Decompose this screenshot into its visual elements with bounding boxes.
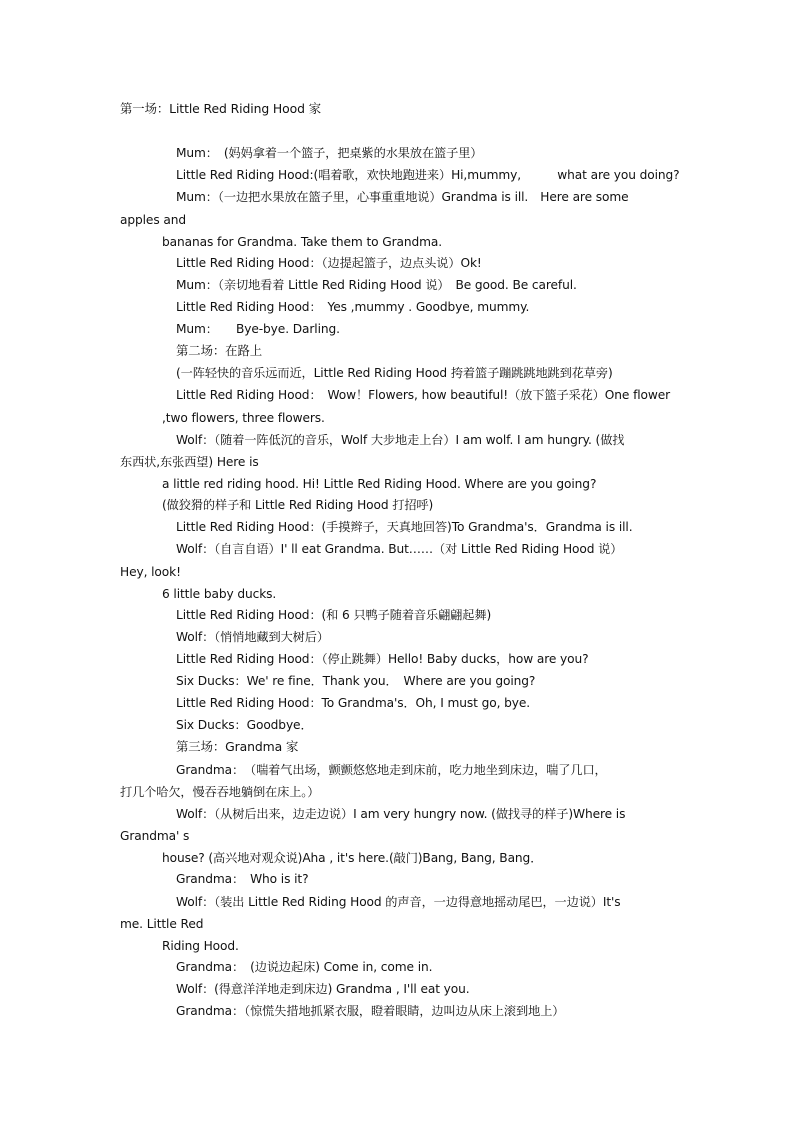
script-line: Mum： (妈妈拿着一个篮子，把桌紫的水果放在篮子里） bbox=[176, 146, 483, 160]
script-line: Little Red Riding Hood:(唱着歌，欢快地跑进来）Hi,mummy, what are you doing? bbox=[176, 168, 680, 182]
script-line: Hey, look! bbox=[120, 565, 181, 579]
script-line: Riding Hood. bbox=[162, 939, 239, 953]
script-line: Mum：（一边把水果放在篮子里，心事重重地说）Grandma is ill. Here are some bbox=[176, 190, 629, 204]
script-line: Mum：（亲切地看着 Little Red Riding Hood 说） Be good. Be careful. bbox=[176, 278, 577, 292]
script-line: Wolf：（自言自语）I' ll eat Grandma. But……（对 Little Red Riding Hood 说） bbox=[176, 542, 623, 556]
script-line: Little Red Riding Hood：(手摸辫子，天真地回答)To Grandma's．Grandma is ill. bbox=[176, 520, 633, 534]
script-line: Little Red Riding Hood：（停止跳舞）Hello! Baby ducks，how are you? bbox=[176, 652, 589, 666]
script-line: (做狡猾的样子和 Little Red Riding Hood 打招呼) bbox=[162, 498, 434, 512]
script-line: Little Red Riding Hood：（边提起篮子，边点头说）Ok! bbox=[176, 256, 482, 270]
script-line: Mum： Bye-bye. Darling. bbox=[176, 322, 340, 336]
script-line: 东西状,东张西望) Here is bbox=[120, 455, 259, 469]
script-line: Wolf：（装出 Little Red Riding Hood 的声音，一边得意地摇动尾巴，一边说）It's bbox=[176, 895, 621, 909]
script-line: 打几个哈欠，慢吞吞地躺倒在床上。） bbox=[120, 785, 320, 799]
script-line: Wolf：（从树后出来，边走边说）I am very hungry now. (做找寻的样子)Where is bbox=[176, 807, 626, 821]
script-line: a little red riding hood. Hi! Little Red Riding Hood. Where are you going? bbox=[162, 477, 597, 491]
script-line: Little Red Riding Hood： Yes ,mummy . Goodbye, mummy. bbox=[176, 300, 530, 314]
script-line: Grandma：（惊慌失措地抓紧衣服，瞪着眼睛，边叫边从床上滚到地上） bbox=[176, 1004, 565, 1018]
script-line: bananas for Grandma. Take them to Grandma. bbox=[162, 235, 443, 249]
script-line: (一阵轻快的音乐远而近，Little Red Riding Hood 挎着篮子蹦跳跳地跳到花草旁) bbox=[176, 366, 613, 380]
script-line: ,two flowers, three flowers. bbox=[162, 411, 325, 425]
script-line: Wolf：(得意洋洋地走到床边) Grandma , I'll eat you. bbox=[176, 982, 470, 996]
script-line: me. Little Red bbox=[120, 917, 204, 931]
scene-two-title: 第二场：在路上 bbox=[176, 343, 263, 358]
script-line: Grandma： (边说边起床) Come in, come in. bbox=[176, 960, 433, 974]
script-line: Little Red Riding Hood：To Grandma's．Oh, I must go, bye. bbox=[176, 696, 531, 710]
script-line: Wolf：（悄悄地藏到大树后） bbox=[176, 630, 329, 644]
script-line: house? (高兴地对观众说)Aha , it's here.(敲门)Bang, Bang, Bang． bbox=[162, 851, 543, 865]
script-line: Little Red Riding Hood： Wow！Flowers, how beautiful!（放下篮子采花）One flower bbox=[176, 388, 671, 402]
script-line: Six Ducks：We' re fine．Thank you． Where are you going? bbox=[176, 674, 536, 688]
script-line: apples and bbox=[120, 213, 186, 227]
script-line: Grandma： Who is it? bbox=[176, 872, 309, 886]
script-line: Grandma： （喘着气出场，颤颤悠悠地走到床前，吃力地坐到床边，喘了几口， bbox=[176, 763, 607, 777]
script-line: Wolf：（随着一阵低沉的音乐，Wolf 大步地走上台）I am wolf. I am hungry. (做找 bbox=[176, 433, 625, 447]
script-line: Grandma' s bbox=[120, 829, 190, 843]
script-line: Little Red Riding Hood：(和 6 只鸭子随着音乐翩翩起舞) bbox=[176, 608, 492, 622]
script-line: 6 little baby ducks. bbox=[162, 587, 277, 601]
script-line: Six Ducks：Goodbye． bbox=[176, 718, 313, 732]
scene-three-title: 第三场：Grandma 家 bbox=[176, 739, 299, 754]
scene-one-title: 第一场：Little Red Riding Hood 家 bbox=[120, 101, 321, 116]
